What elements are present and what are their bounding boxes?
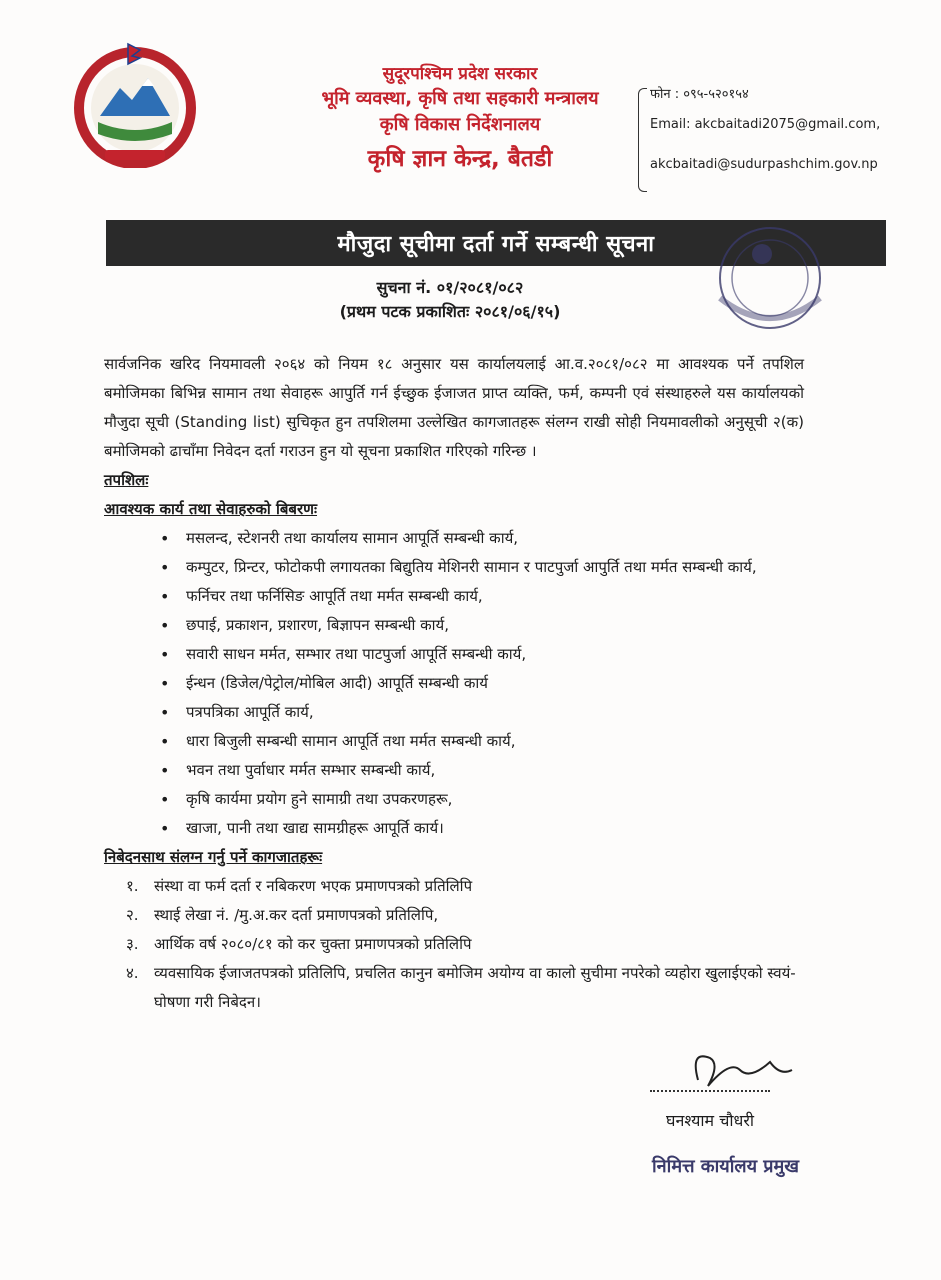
- signer-role-stamp: निमित्त कार्यालय प्रमुख: [652, 1156, 800, 1177]
- list-item: • कृषि कार्यमा प्रयोग हुने सामाग्री तथा उपकरणहरू,: [104, 785, 804, 814]
- list-item: ३. आर्थिक वर्ष २०८०/८१ को कर चुक्ता प्रमाणपत्रको प्रतिलिपि: [126, 935, 472, 953]
- bullet-icon: •: [160, 761, 170, 780]
- notice-number-block: [300, 276, 600, 324]
- notice-body: [104, 350, 804, 1017]
- list-item: • पत्रपत्रिका आपूर्ति कार्य,: [104, 698, 804, 727]
- list-item: • कम्पुटर, प्रिन्टर, फोटोकपी लगायतका बिद्युतिय मेशिनरी सामान र पाटपुर्जा आपुर्ति तथा मर्मत सम्बन्धी कार्य,: [104, 553, 804, 582]
- signature-line: [650, 1090, 770, 1092]
- list-item: • मसलन्द, स्टेशनरी तथा कार्यालय सामान आपूर्ति सम्बन्धी कार्य,: [104, 524, 804, 553]
- list-item: • फर्निचर तथा फर्निसिङ आपूर्ति तथा मर्मत सम्बन्धी कार्य,: [104, 582, 804, 611]
- office-header: [290, 62, 630, 176]
- brace-decoration: [638, 88, 647, 192]
- bullet-icon: •: [160, 529, 170, 548]
- email-primary[interactable]: Email: akcbaitadi2075@gmail.com,: [650, 117, 881, 132]
- documents-list: [104, 872, 804, 1017]
- list-item: • सवारी साधन मर्मत, सम्भार तथा पाटपुर्जा आपूर्ति सम्बन्धी कार्य,: [104, 640, 804, 669]
- list-item: • भवन तथा पुर्वाधार मर्मत सम्भार सम्बन्धी कार्य,: [104, 756, 804, 785]
- tapasil-heading: तपशिलः: [104, 471, 149, 489]
- bullet-icon: •: [160, 790, 170, 809]
- documents-heading: निबेदनसाथ संलग्न गर्नु पर्ने कागजातहरूः: [104, 848, 323, 866]
- contact-info: [644, 86, 934, 174]
- list-item: • छपाई, प्रकाशन, प्रशारण, बिज्ञापन सम्बन्धी कार्य,: [104, 611, 804, 640]
- services-list: [104, 524, 804, 843]
- header-line-1: सुदूरपश्चिम प्रदेश सरकार: [382, 64, 538, 84]
- header-office-name: कृषि ज्ञान केन्द्र, बैतडी: [367, 146, 553, 172]
- list-item: • धारा बिजुली सम्बन्धी सामान आपूर्ति तथा मर्मत सम्बन्धी कार्य,: [104, 727, 804, 756]
- signer-name: घनश्याम चौधरी: [666, 1111, 755, 1130]
- email-secondary[interactable]: akcbaitadi@sudurpashchim.gov.np: [650, 157, 878, 172]
- list-item: • खाजा, पानी तथा खाद्य सामग्रीहरू आपूर्ति कार्य।: [104, 814, 804, 843]
- notice-title-banner: मौजुदा सूचीमा दर्ता गर्ने सम्बन्धी सूचना: [106, 220, 886, 266]
- office-stamp-icon: [700, 218, 840, 358]
- list-item: • ईन्धन (डिजेल/पेट्रोल/मोबिल आदी) आपूर्ति सम्बन्धी कार्य: [104, 669, 804, 698]
- intro-paragraph: सार्वजनिक खरिद नियमावली २०६४ को नियम १८ अनुसार यस कार्यालयलाई आ.व.२०८१/०८२ मा आवश्यक पर्ने तपशिल बमोजिमका बिभिन्न सामान तथा सेवाहरू आपुर्ति गर्न ईच्छुक ईजाजत प्राप्त व्यक्ति, फर्म, कम्पनी एवं संस्थाहरुले यस कार्यालयको मौजुदा सूची (Standing list) सुचिकृत हुन तपशिलमा उल्लेखित कागजातहरू संलग्न राखी सोही नियमावलीको अनुसूची २(क) बमोजिमको ढाचाँमा निवेदन दर्ता गराउन हुन यो सूचना प्रकाशित गरिएको गरिन्छ ।: [104, 355, 804, 460]
- nepal-emblem-icon: [70, 38, 200, 168]
- phone-number: फोन : ०९५-५२०१५४: [650, 87, 749, 102]
- bullet-icon: •: [160, 819, 170, 838]
- bullet-icon: •: [160, 674, 170, 693]
- bullet-icon: •: [160, 732, 170, 751]
- bullet-icon: •: [160, 587, 170, 606]
- list-item: २. स्थाई लेखा नं. /मु.अ.कर दर्ता प्रमाणपत्रको प्रतिलिपि,: [126, 906, 439, 924]
- header-line-3: कृषि विकास निर्देशनालय: [379, 114, 541, 135]
- bullet-icon: •: [160, 703, 170, 722]
- publication-date: (प्रथम पटक प्रकाशितः २०८१/०६/१५): [339, 302, 561, 321]
- list-item: १. संस्था वा फर्म दर्ता र नबिकरण भएक प्रमाणपत्रको प्रतिलिपि: [126, 877, 473, 895]
- header-line-2: भूमि व्यवस्था, कृषि तथा सहकारी मन्त्रालय: [321, 88, 599, 109]
- list-item: ४. व्यवसायिक ईजाजतपत्रको प्रतिलिपि, प्रचलित कानुन बमोजिम अयोग्य वा कालो सुचीमा नपरेको व्यहोरा खुलाईएको स्वयं-घोषणा गरी निबेदन।: [126, 964, 796, 1011]
- notice-number: सुचना नं. ०१/२०८१/०८२: [376, 278, 524, 297]
- services-heading: आवश्यक कार्य तथा सेवाहरुको बिबरणः: [104, 500, 318, 518]
- bullet-icon: •: [160, 645, 170, 664]
- bullet-icon: •: [160, 558, 170, 577]
- bullet-icon: •: [160, 616, 170, 635]
